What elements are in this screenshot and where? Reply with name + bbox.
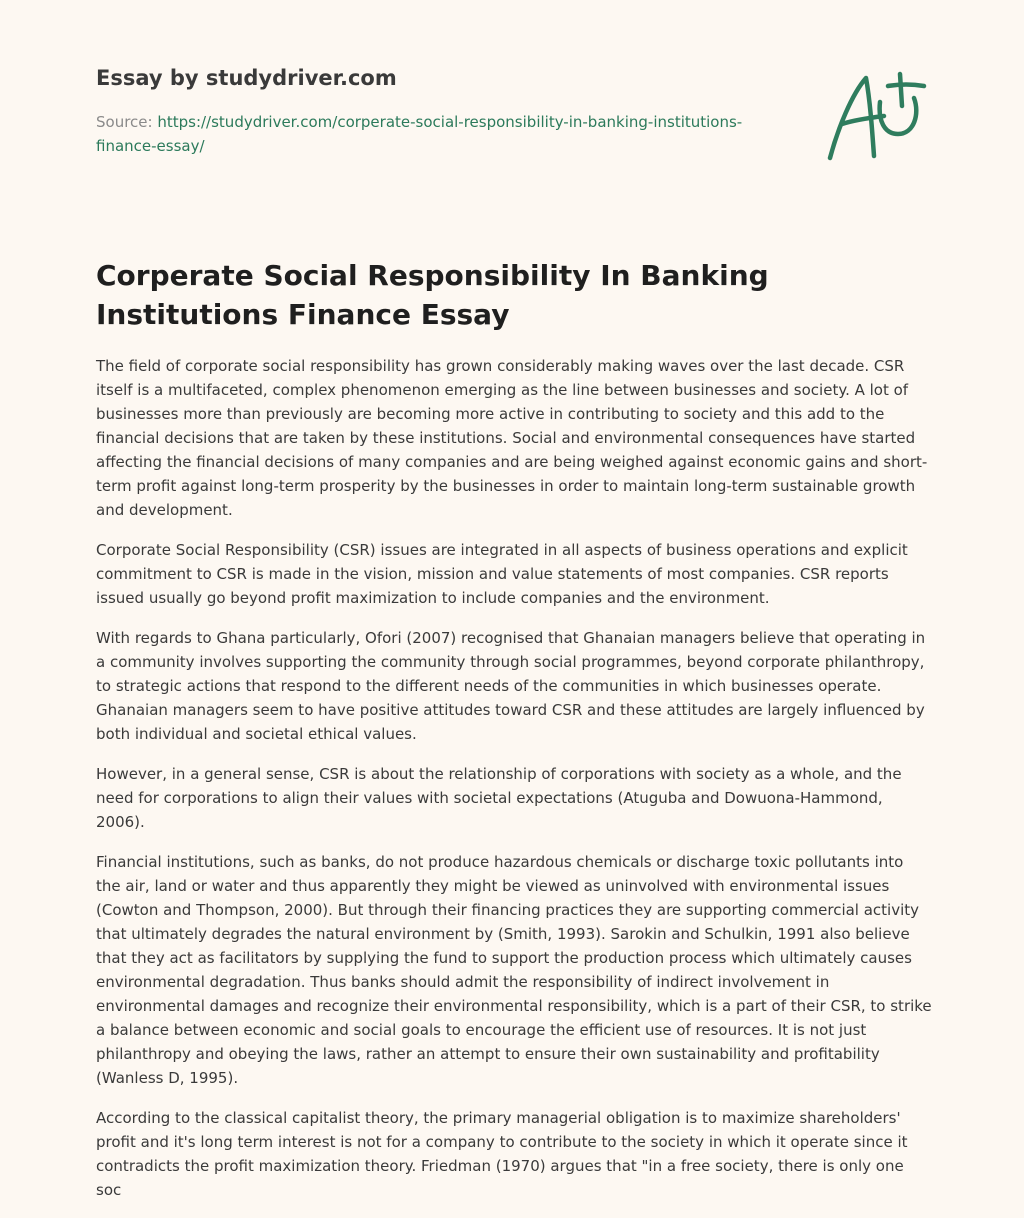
source-link[interactable]: https://studydriver.com/corperate-social-responsibility-in-banking-institutions-finance-essay/ — [96, 113, 743, 155]
page-header — [96, 64, 776, 158]
essay-paragraph: The field of corporate social responsibility has grown considerably making waves over the last decade. CSR itself is a multifaceted, complex phenomenon emerging as the line between businesses and society. A lot of businesses more than previously are becoming more active in contributing to society and this add to the financial decisions that are taken by these institutions. Social and environmental consequences have started affecting the financial decisions of many companies and are being weighed against economic gains and short-term profit against long-term prosperity by the businesses in order to maintain long-term sustainable growth and development. — [96, 357, 928, 519]
essay-paragraph: Financial institutions, such as banks, do not produce hazardous chemicals or discharge toxic pollutants into the air, land or water and thus apparently they might be viewed as uninvolved with environmental issues (Cowton and Thompson, 2000). But through their financing practices they are supporting commercial activity that ultimately degrades the natural environment by (Smith, 1993). Sarokin and Schulkin, 1991 also believe that they act as facilitators by supplying the fund to support the production process which ultimately causes environmental degradation. Thus banks should admit the responsibility of indirect involvement in environmental damages and recognize their environmental responsibility, which is a part of their CSR, to strike a balance between economic and social goals to encourage the efficient use of resources. It is not just philanthropy and obeying the laws, rather an attempt to ensure their own sustainability and profitability (Wanless D, 1995). — [96, 853, 932, 1087]
essay-title: Corperate Social Responsibility In Banking Institutions Finance Essay — [96, 259, 769, 331]
site-title: Essay by studydriver.com — [96, 66, 397, 90]
source-line — [96, 110, 776, 158]
essay-paragraph: With regards to Ghana particularly, Ofori (2007) recognised that Ghanaian managers believe that operating in a community involves supporting the community through social programmes, beyond corporate philanthropy, to strategic actions that respond to the different needs of the communities in which businesses operate. Ghanaian managers seem to have positive attitudes toward CSR and these attitudes are largely influenced by both individual and societal ethical values. — [96, 629, 926, 743]
essay-paragraph: However, in a general sense, CSR is about the relationship of corporations with society as a whole, and the need for corporations to align their values with societal expectations (Atuguba and Dowuona-Hammond, 2006). — [96, 765, 902, 831]
essay-paragraph: According to the classical capitalist theory, the primary managerial obligation is to maximize shareholders' profit and it's long term interest is not for a company to contribute to the society in which it operate since it contradicts the profit maximization theory. Friedman (1970) argues that "in a free society, there is only one soc — [96, 1109, 908, 1199]
essay-paragraph: Corporate Social Responsibility (CSR) issues are integrated in all aspects of business operations and explicit commitment to CSR is made in the vision, mission and value statements of most companies. CSR reports issued usually go beyond profit maximization to include companies and the environment. — [96, 541, 908, 607]
essay-body — [96, 354, 932, 1218]
a-plus-grade-icon — [820, 66, 930, 166]
source-label: Source: — [96, 113, 158, 131]
